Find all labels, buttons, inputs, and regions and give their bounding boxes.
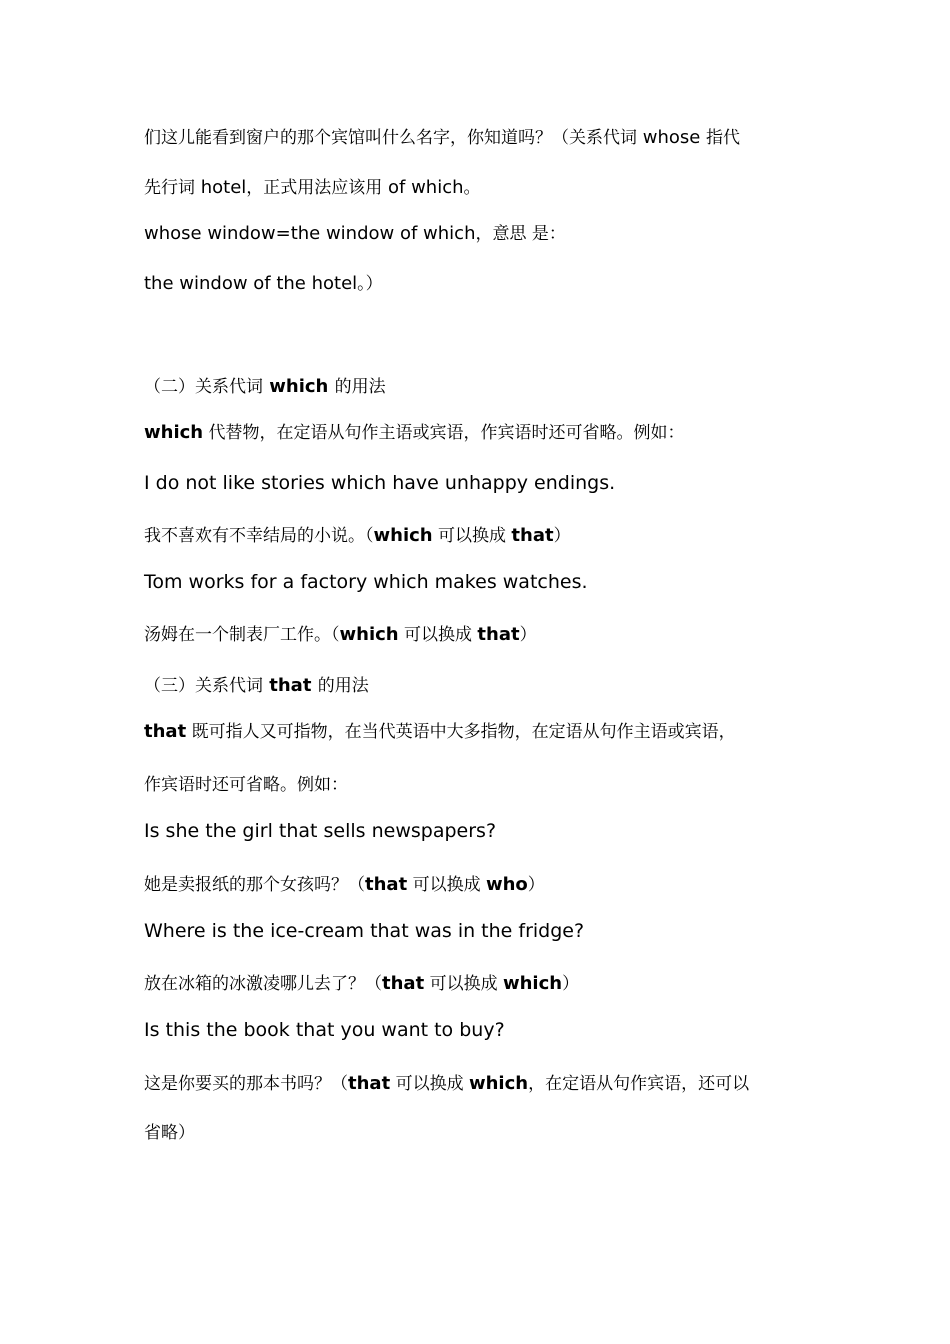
example-translation-5-cont: 省略） xyxy=(144,1123,195,1143)
example-translation-1: 我不喜欢有不幸结局的小说。（which 可以换成 that） xyxy=(144,525,571,546)
example-translation-5: 这是你要买的那本书吗？（that 可以换成 which，在定语从句作宾语，还可以 xyxy=(144,1073,750,1094)
paragraph-line-4: the window of the hotel。） xyxy=(144,273,383,294)
example-translation-4: 放在冰箱的冰激凌哪儿去了？（that 可以换成 which） xyxy=(144,973,580,994)
which-description: which 代替物，在定语从句作主语或宾语，作宾语时还可省略。例如： xyxy=(144,422,685,443)
that-description-1: that 既可指人又可指物，在当代英语中大多指物，在定语从句作主语或宾语， xyxy=(144,721,736,742)
example-translation-3: 她是卖报纸的那个女孩吗？（that 可以换成 who） xyxy=(144,874,545,895)
example-translation-2: 汤姆在一个制表厂工作。（which 可以换成 that） xyxy=(144,624,537,645)
example-sentence-3: Is she the girl that sells newspapers? xyxy=(144,820,497,842)
example-sentence-4: Where is the ice-cream that was in the fridge? xyxy=(144,920,585,942)
example-sentence-1: I do not like stories which have unhappy endings. xyxy=(144,472,616,494)
paragraph-line-3: whose window=the window of which，意思 是： xyxy=(144,223,566,244)
that-description-2: 作宾语时还可省略。例如： xyxy=(144,775,348,795)
example-sentence-5: Is this the book that you want to buy? xyxy=(144,1019,505,1041)
example-sentence-2: Tom works for a factory which makes watches. xyxy=(144,571,588,593)
section-heading-that: （三）关系代词 that 的用法 xyxy=(144,675,369,696)
section-heading-which: （二）关系代词 which 的用法 xyxy=(144,376,386,397)
paragraph-line-1: 们这儿能看到窗户的那个宾馆叫什么名字，你知道吗？（关系代词 whose 指代 xyxy=(144,127,741,148)
paragraph-line-2: 先行词 hotel，正式用法应该用 of which。 xyxy=(144,177,481,198)
